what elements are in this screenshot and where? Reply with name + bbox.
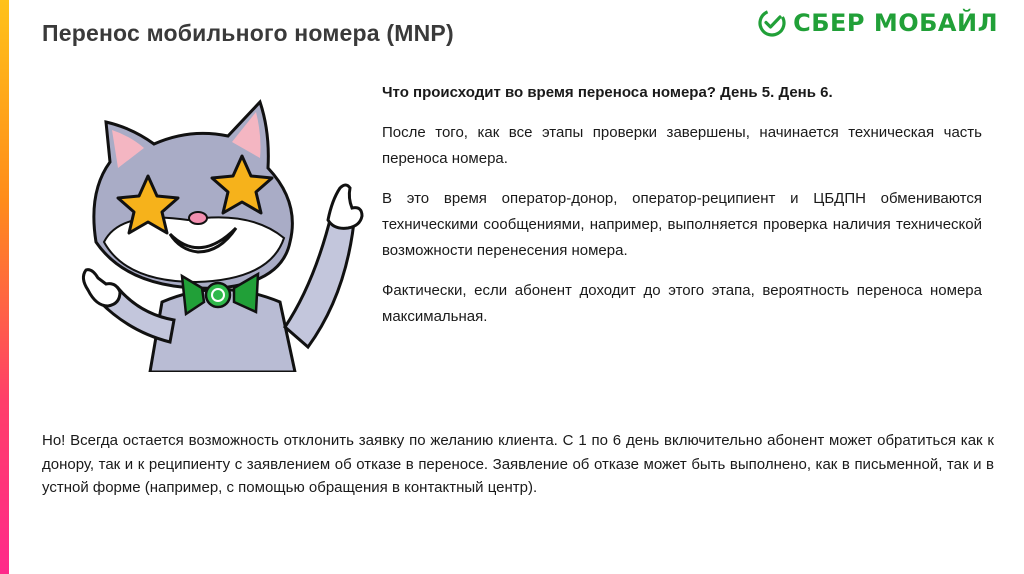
accent-side-bar <box>0 0 9 574</box>
sber-logo-icon <box>757 8 787 38</box>
cat-mascot-illustration <box>70 92 370 372</box>
page-title: Перенос мобильного номера (MNP) <box>42 20 454 46</box>
paragraph: Фактически, если абонент доходит до этого этапа, вероятность переноса номера максимальная. <box>382 282 982 325</box>
section-heading: Что происходит во время переноса номера? День 5. День 6. <box>382 84 833 101</box>
paragraph: После того, как все этапы проверки завершены, начинается техническая часть переноса номера. <box>382 124 982 167</box>
main-content <box>382 80 982 344</box>
paragraph: В это время оператор-донор, оператор-реципиент и ЦБДПН обмениваются техническими сообщениями, например, выполняется проверка наличия технической возможности перенесения номера. <box>382 190 982 259</box>
logo-text: СБЕР МОБАЙЛ <box>793 9 998 37</box>
footer-note: Но! Всегда остается возможность отклонить заявку по желанию клиента. С 1 по 6 день включительно абонент может обратиться как к донору, так и к реципиенту с заявлением об отказе в переносе. Заявление об отказе может быть выполнено, как в письменной, так и в устной форме (например, с помощью обращения в контактный центр). <box>42 432 994 496</box>
brand-logo <box>757 6 998 40</box>
